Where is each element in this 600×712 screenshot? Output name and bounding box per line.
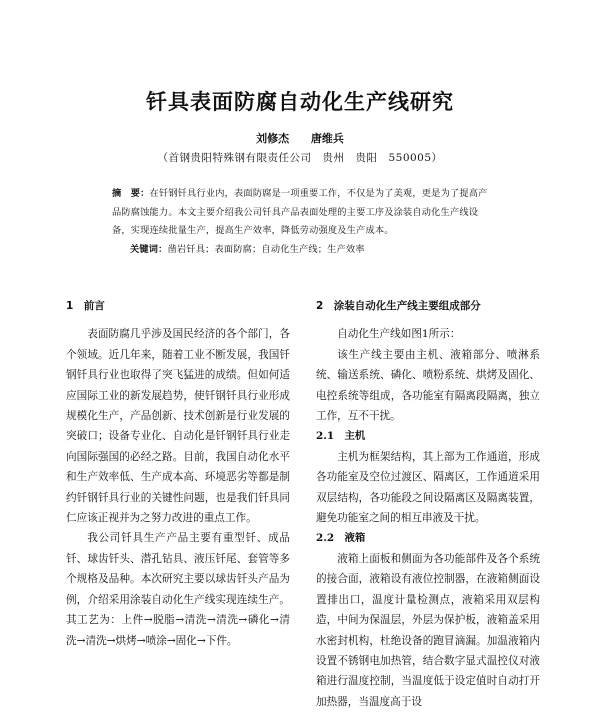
abstract-text <box>112 185 496 241</box>
keywords-text: 凿岩钎具；表面防腐；自动化生产线；生产效率 <box>167 243 365 255</box>
section-heading: 2 涂装自动化生产线主要组成部分 <box>316 300 481 312</box>
abstract-label: 摘 要： <box>112 188 150 199</box>
keywords-label: 关键词： <box>130 243 168 255</box>
section-heading: 1 前言 <box>66 300 105 312</box>
author-name: 唐维兵 <box>310 132 344 145</box>
body-paragraph: 我公司钎具生产产品主要有重型钎、成品钎、球齿钎头、潜孔钻具、液压钎尾、套管等多个规格及品种。本次研究主要以球齿钎头产品为例，介绍采用涂装自动化生产线实现连续生产。其工艺为：上件→脱脂→清洗→清洗→磷化→清洗→清洗→烘烤→喷涂→固化→下件。 <box>66 532 290 647</box>
paper-title: 钎具表面防腐自动化生产线研究 <box>146 90 454 114</box>
right-column <box>316 296 540 712</box>
author-line <box>0 130 600 146</box>
subsection-heading: 2.2 液箱 <box>316 532 366 545</box>
body-paragraph: 该生产线主要由主机、液箱部分、喷淋系统、输送系统、磷化、喷粉系统、烘烤及固化、电控系统等组成，各功能室有隔离段隔离，独立工作，互不干扰。 <box>316 348 540 423</box>
abstract-block <box>112 185 496 259</box>
keywords-line <box>112 241 496 260</box>
abstract-body: 在钎钢钎具行业内，表面防腐是一项重要工作，不仅是为了美观，更是为了提高产品防腐蚀能力。本文主要介绍我公司钎具产品表面处理的主要工序及涂装自动化生产线设备，实现连续批量生产，提高生产效率，降低劳动强度及生产成本。 <box>112 188 488 236</box>
subsection-heading: 2.1 主机 <box>316 430 366 443</box>
body-paragraph: 液箱上面板和侧面为各功能部件及各个系统的接合面，液箱设有液位控制器，在液箱侧面设置排出口，温度计量检测点，液箱采用双层构造，中间为保温层，外层为保护板，液箱盖采用水密封机构，杜绝设备的跑冒滴漏。加温液箱内设置不锈钢电加热管，结合数字显式温控仪对液箱进行温度控制，当温度低于设定值时自动打开加热器，当温度高于设 <box>316 552 540 708</box>
left-column <box>66 296 290 651</box>
body-paragraph: 表面防腐几乎涉及国民经济的各个部门，各个领域。近几年来，随着工业不断发展，我国钎钢钎具行业也取得了突飞猛进的成绩。但如何适应国际工业的新发展趋势，使钎钢钎具行业形成规模化生产，产品创新、技术创新是行业发展的突破口；设备专业化、自动化是钎钢钎具行业走向国际强国的必经之路。目前，我国自动化水平和生产效率低、生产成本高、环境恶劣等都是制约钎钢钎具行业的关键性问题，也是我们钎具同仁应该正视并为之努力改进的重点工作。 <box>66 328 290 525</box>
author-name: 刘修杰 <box>256 132 290 145</box>
body-paragraph: 主机为框架结构，其上部为工作通道，形成各功能室及空位过渡区、隔离区，工作通道采用双层结构，各功能段之间设隔离区及隔离装置，避免功能室之间的相互串液及干扰。 <box>316 450 540 525</box>
body-paragraph: 自动化生产线如图1所示： <box>337 328 461 341</box>
affiliation: （首钢贵阳特殊钢有限责任公司 贵州 贵阳 550005） <box>157 152 443 164</box>
